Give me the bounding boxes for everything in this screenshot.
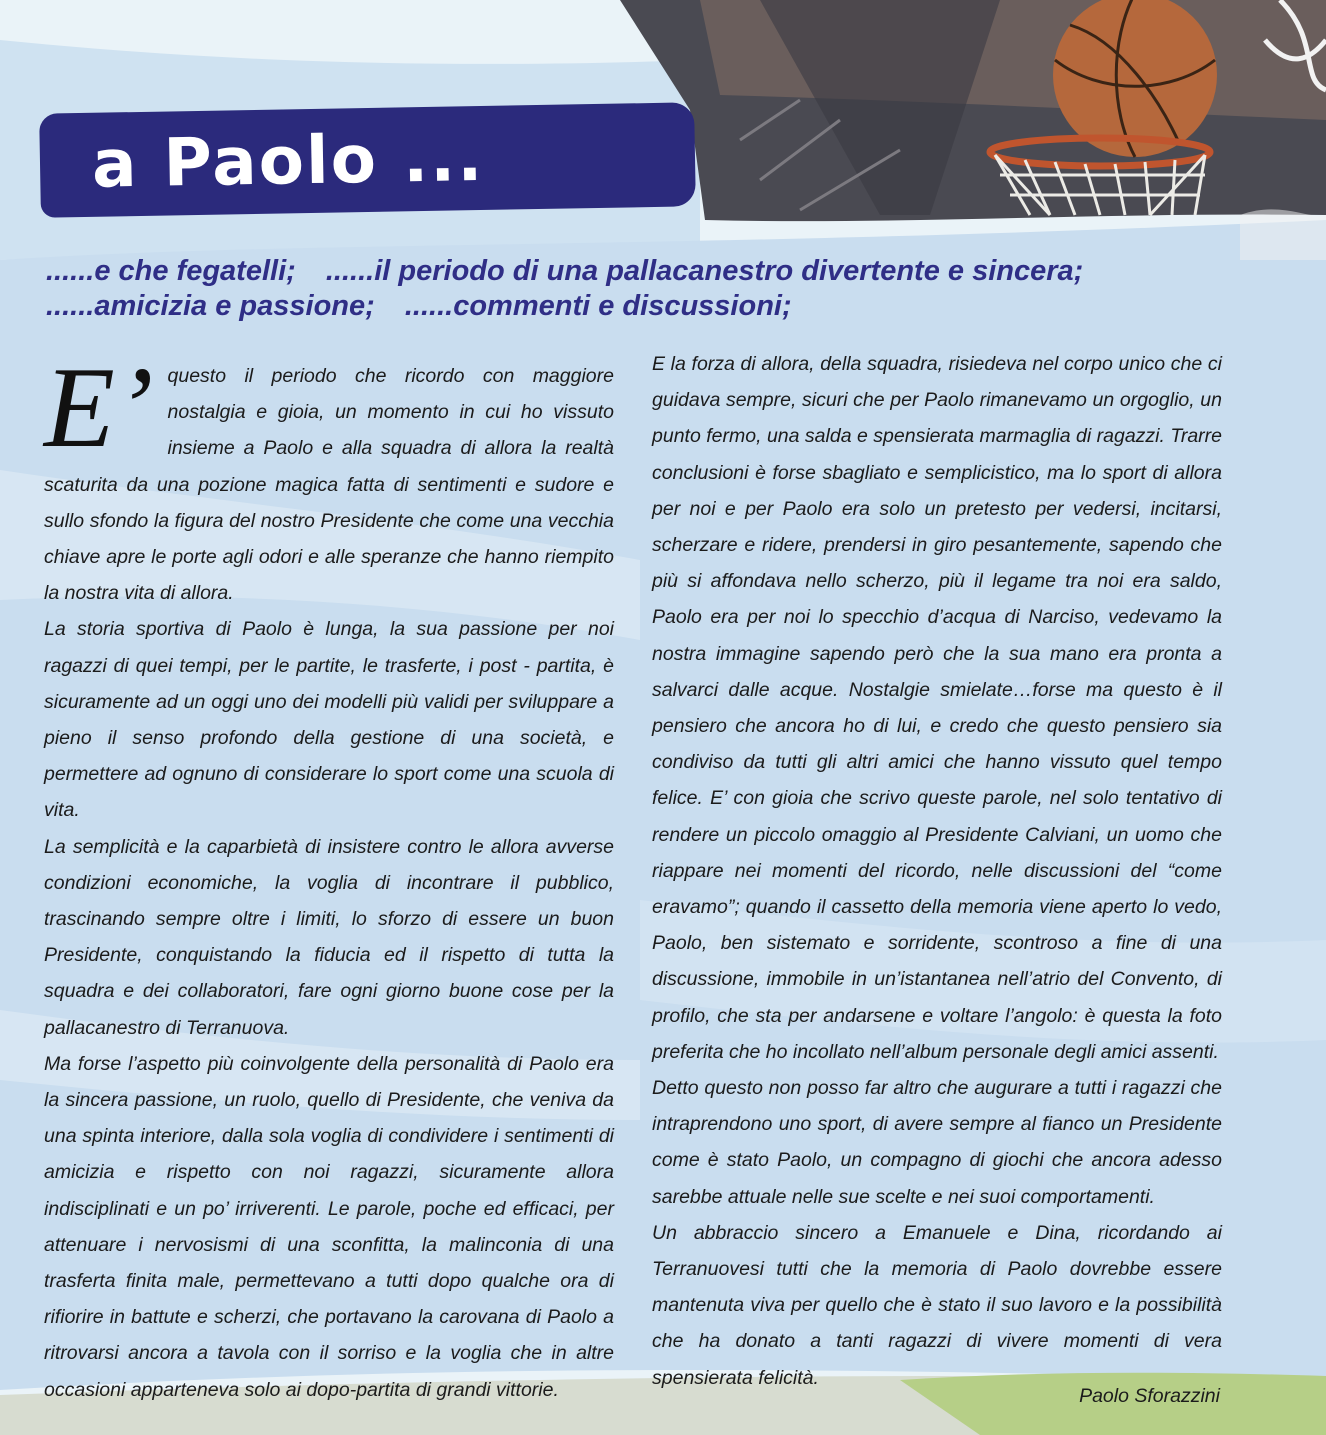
tagline-item: ......amicizia e passione; — [46, 290, 375, 322]
basketball-icon — [1053, 0, 1217, 157]
article-paragraph: Un abbraccio sincero a Emanuele e Dina, ricordando ai Terranuovesi tutti che la memoria di Paolo dovrebbe essere mantenuta viva per quello che è stato il suo lavoro e la possibilità che ha donato a tanti ragazzi di vivere momenti di vera spensierata felicità. — [652, 1221, 1222, 1389]
article-paragraph: Detto questo non posso far altro che augurare a tutti i ragazzi che intraprendono uno sport, di avere sempre al fianco un Presidente come è stato Paolo, un compagno di giochi che ancora adesso sarebbe attuale nelle sue scelte e nei suoi comportamenti. — [652, 1077, 1222, 1208]
title-banner — [39, 102, 696, 217]
tagline-block — [46, 254, 1296, 324]
article-paragraph: E la forza di allora, della squadra, risiedeva nel corpo unico che ci guidava sempre, sicuri che per Paolo rimanevamo un orgoglio, un punto fermo, una salda e spensierata marmaglia di ragazzi. Trarre conclusioni è forse sbagliato e semplicistico, ma lo sport di allora per noi e per Paolo era solo un pretesto per vedersi, incitarsi, scherzare e ridere, prendersi in giro pesantemente, sapendo che più si affondava nello scherzo, più il legame tra noi era saldo, Paolo era per noi lo specchio d’acqua di Narciso, vedevamo la nostra immagine sapendo però che la sua mano era pronta a salvarci dalle acque. Nostalgie smielate…forse ma questo è il pensiero che ancora ho di lui, e credo che questo pensiero sia condiviso da tutti gli altri amici che hanno vissuto quel tempo felice. E’ con gioia che scrivo queste parole, nel solo tentativo di rendere un piccolo omaggio al Presidente Calviani, un uomo che riappare nei momenti del ricordo, nelle discussioni del “come eravamo”; quando il cassetto della memoria viene aperto lo vedo, Paolo, ben sistemato e sorridente, scontroso a fine di una discussione, immobile in un’istantanea nell’atrio del Convento, di profilo, che sta per andarsene e voltare l’angolo: è questa la foto preferita che ho incollato nell’album personale degli amici assenti. — [652, 353, 1222, 1063]
tagline-item: ......commenti e discussioni; — [404, 290, 792, 322]
author-signature: Paolo Sforazzini — [1079, 1385, 1220, 1407]
tagline-item: ......il periodo di una pallacanestro divertente e sincera; — [325, 255, 1084, 287]
article-paragraph: La storia sportiva di Paolo è lunga, la sua passione per noi ragazzi di quei tempi, per le partite, le trasferte, i post - partita, è sicuramente ad un oggi uno dei modelli più validi per sviluppare a pieno il senso profondo della gestione di una società, e permettere ad ognuno di considerare lo sport come una scuola di vita. — [44, 618, 614, 822]
basketball-hoop-photo — [620, 0, 1326, 221]
article-left-column — [44, 344, 614, 1408]
article-paragraph: Ma forse l’aspetto più coinvolgente della personalità di Paolo era la sincera passione, un ruolo, quello di Presidente, che veniva da una spinta interiore, dalla sola voglia di condividere i sentimenti di amicizia e rispetto con noi ragazzi, sicuramente allora indisciplinati e un po’ irriverenti. Le parole, poche ed efficaci, per attenuare i nervosismi di una sconfitta, la malinconia di una trasferta finita male, permettevano a tutti dopo qualche ora di rifiorire in battute e scherzi, che portavano la carovana di Paolo a ritrovarsi ancora a tavola con il sorriso e la voglia che in altre occasioni apparteneva solo ai dopo-partita di grandi vittorie. — [44, 1052, 614, 1401]
drop-cap: E’ — [44, 344, 154, 472]
article-right-column — [652, 346, 1222, 1396]
article-paragraph — [44, 344, 614, 611]
article-paragraph: La semplicità e la caparbietà di insistere contro le allora avverse condizioni economiche, la voglia di incontrare il pubblico, trascinando sempre oltre i limiti, lo sforzo di essere un buon Presidente, conquistando la fiducia ed il rispetto di tutta la squadra e dei collaboratori, fare ogni giorno buone cose per la pallacanestro di Terranuova. — [44, 835, 614, 1039]
tagline-item: ......e che fegatelli; — [46, 255, 296, 287]
paragraph-text: questo il periodo che ricordo con maggiore nostalgia e gioia, un momento in cui ho vissuto insieme a Paolo e alla squadra di allora la realtà scaturita da una pozione magica fatta di sentimenti e sudore e sullo sfondo la figura del nostro Presidente che come una vecchia chiave apre le porte agli odori e alle speranze che hanno riempito la nostra vita di allora. — [44, 365, 614, 605]
page-title: a Paolo ... — [91, 118, 485, 203]
